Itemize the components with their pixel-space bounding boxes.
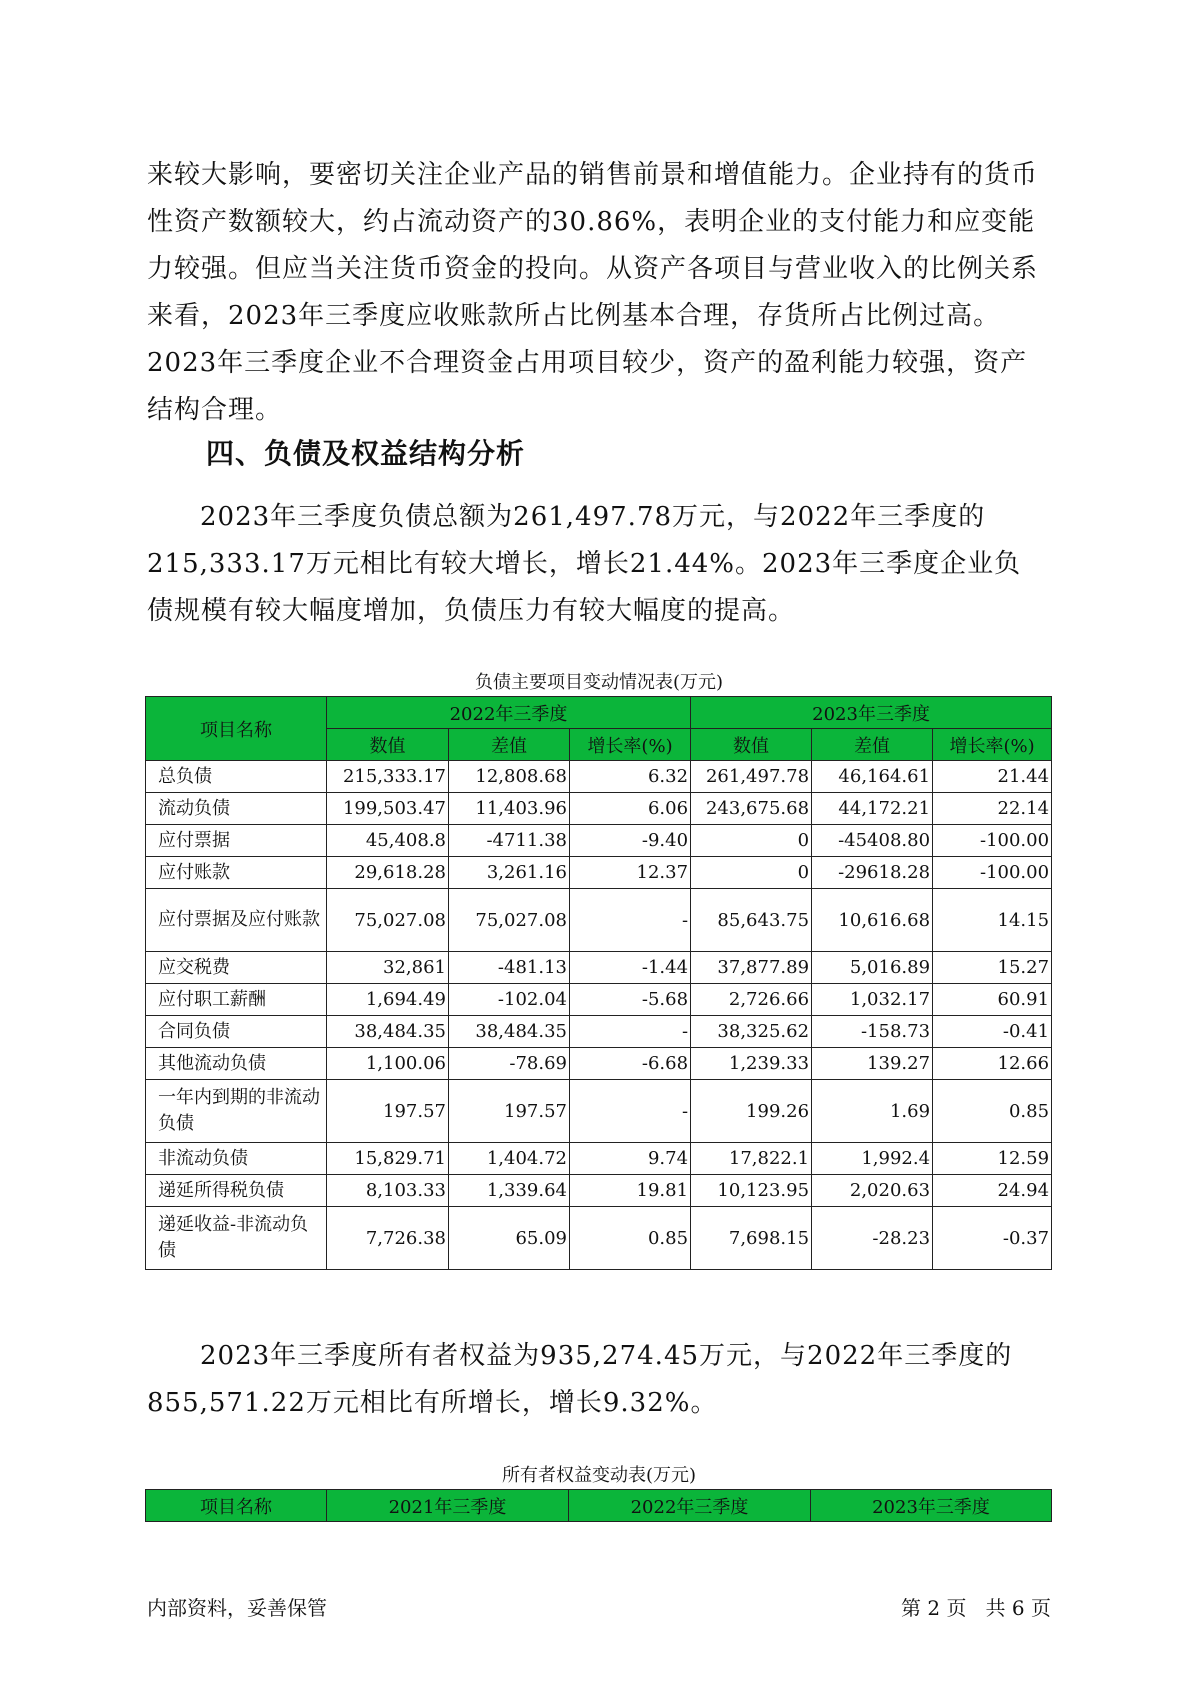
row-diff-2023: 1,032.17 [812, 984, 933, 1016]
row-growth-2023: 21.44 [933, 761, 1052, 793]
row-value-2022: 75,027.08 [327, 889, 449, 952]
row-growth-2023: -0.41 [933, 1016, 1052, 1048]
row-diff-2023: 5,016.89 [812, 952, 933, 984]
row-diff-2023: -29618.28 [812, 857, 933, 889]
row-value-2022: 1,694.49 [327, 984, 449, 1016]
row-value-2022: 199,503.47 [327, 793, 449, 825]
row-growth-2022: 9.74 [570, 1143, 691, 1175]
row-diff-2022: 197.57 [449, 1080, 570, 1143]
row-diff-2022: 65.09 [449, 1207, 570, 1270]
row-growth-2023: 12.59 [933, 1143, 1052, 1175]
row-growth-2022: - [570, 889, 691, 952]
row-growth-2023: 14.15 [933, 889, 1052, 952]
equity-summary-paragraph: 2023年三季度所有者权益为935,274.45万元，与2022年三季度的855,571.22万元相比有所增长，增长9.32%。 [147, 1341, 1013, 1418]
row-value-2023: 261,497.78 [691, 761, 812, 793]
row-growth-2022: -6.68 [570, 1048, 691, 1080]
row-diff-2023: 1,992.4 [812, 1143, 933, 1175]
row-growth-2023: 15.27 [933, 952, 1052, 984]
row-value-2023: 7,698.15 [691, 1207, 812, 1270]
row-value-2023: 37,877.89 [691, 952, 812, 984]
header-diff: 差值 [812, 729, 933, 761]
row-growth-2022: 0.85 [570, 1207, 691, 1270]
table-row [146, 1048, 1052, 1080]
row-diff-2022: 12,808.68 [449, 761, 570, 793]
row-value-2022: 7,726.38 [327, 1207, 449, 1270]
header-growth: 增长率(%) [933, 729, 1052, 761]
table-row [146, 1175, 1052, 1207]
row-growth-2022: - [570, 1080, 691, 1143]
row-value-2022: 1,100.06 [327, 1048, 449, 1080]
footer-page-number: 第 2 页 共 6 页 [901, 1596, 1051, 1620]
equity-header-2023: 2023年三季度 [811, 1490, 1052, 1522]
row-diff-2022: 1,404.72 [449, 1143, 570, 1175]
row-item-name: 总负债 [146, 761, 327, 793]
row-item-name: 应付职工薪酬 [146, 984, 327, 1016]
row-growth-2023: 60.91 [933, 984, 1052, 1016]
row-value-2022: 45,408.8 [327, 825, 449, 857]
table-row [146, 889, 1052, 952]
row-diff-2023: 1.69 [812, 1080, 933, 1143]
row-diff-2022: -78.69 [449, 1048, 570, 1080]
row-value-2022: 32,861 [327, 952, 449, 984]
row-diff-2022: -102.04 [449, 984, 570, 1016]
row-diff-2023: 46,164.61 [812, 761, 933, 793]
row-diff-2023: 44,172.21 [812, 793, 933, 825]
equity-table-caption: 所有者权益变动表(万元) [501, 1465, 697, 1486]
header-value: 数值 [691, 729, 812, 761]
row-growth-2023: -100.00 [933, 825, 1052, 857]
row-diff-2023: 10,616.68 [812, 889, 933, 952]
row-value-2022: 197.57 [327, 1080, 449, 1143]
row-value-2023: 243,675.68 [691, 793, 812, 825]
row-diff-2022: -481.13 [449, 952, 570, 984]
row-diff-2022: 11,403.96 [449, 793, 570, 825]
row-growth-2023: 22.14 [933, 793, 1052, 825]
row-diff-2023: -28.23 [812, 1207, 933, 1270]
liability-table-caption: 负债主要项目变动情况表(万元) [474, 672, 724, 693]
equity-header-2022: 2022年三季度 [569, 1490, 811, 1522]
row-item-name: 非流动负债 [146, 1143, 327, 1175]
row-item-name: 递延收益-非流动负债 [146, 1207, 327, 1270]
row-growth-2022: 12.37 [570, 857, 691, 889]
row-growth-2022: - [570, 1016, 691, 1048]
row-diff-2022: 38,484.35 [449, 1016, 570, 1048]
table-row [146, 1080, 1052, 1143]
liability-summary-paragraph: 2023年三季度负债总额为261,497.78万元，与2022年三季度的215,333.17万元相比有较大增长，增长21.44%。2023年三季度企业负债规模有较大幅度增加，负债压力有较大幅度的提高。 [147, 502, 1022, 626]
row-growth-2022: -9.40 [570, 825, 691, 857]
row-diff-2022: 3,261.16 [449, 857, 570, 889]
row-value-2023: 1,239.33 [691, 1048, 812, 1080]
row-value-2023: 199.26 [691, 1080, 812, 1143]
row-value-2023: 38,325.62 [691, 1016, 812, 1048]
table-row [146, 1143, 1052, 1175]
row-value-2023: 2,726.66 [691, 984, 812, 1016]
equity-table [145, 1489, 1052, 1522]
row-value-2023: 0 [691, 825, 812, 857]
equity-header-2021: 2021年三季度 [327, 1490, 569, 1522]
row-value-2023: 17,822.1 [691, 1143, 812, 1175]
section-heading: 四、负债及权益结构分析 [206, 437, 526, 470]
intro-paragraph: 来较大影响，要密切关注企业产品的销售前景和增值能力。企业持有的货币性资产数额较大，约占流动资产的30.86%，表明企业的支付能力和应变能力较强。但应当关注货币资金的投向。从资产各项目与营业收入的比例关系来看，2023年三季度应收账款所占比例基本合理，存货所占比例过高。2023年三季度企业不合理资金占用项目较少，资产的盈利能力较强，资产结构合理。 [147, 160, 1039, 425]
table-row [146, 984, 1052, 1016]
row-growth-2022: 19.81 [570, 1175, 691, 1207]
row-item-name: 其他流动负债 [146, 1048, 327, 1080]
table-row [146, 793, 1052, 825]
row-growth-2023: 12.66 [933, 1048, 1052, 1080]
row-growth-2022: 6.32 [570, 761, 691, 793]
row-item-name: 应交税费 [146, 952, 327, 984]
row-value-2022: 38,484.35 [327, 1016, 449, 1048]
row-item-name: 应付账款 [146, 857, 327, 889]
footer-confidential-note: 内部资料，妥善保管 [147, 1596, 327, 1620]
row-value-2022: 8,103.33 [327, 1175, 449, 1207]
row-growth-2022: -5.68 [570, 984, 691, 1016]
row-diff-2023: 139.27 [812, 1048, 933, 1080]
table-row [146, 952, 1052, 984]
row-item-name: 递延所得税负债 [146, 1175, 327, 1207]
row-growth-2022: -1.44 [570, 952, 691, 984]
equity-header-item-name: 项目名称 [146, 1490, 327, 1522]
row-value-2022: 215,333.17 [327, 761, 449, 793]
row-value-2022: 29,618.28 [327, 857, 449, 889]
header-period-2023: 2023年三季度 [691, 697, 1052, 729]
row-item-name: 应付票据及应付账款 [146, 889, 327, 952]
header-value: 数值 [327, 729, 449, 761]
table-row [146, 1016, 1052, 1048]
row-value-2022: 15,829.71 [327, 1143, 449, 1175]
header-period-2022: 2022年三季度 [327, 697, 691, 729]
row-item-name: 合同负债 [146, 1016, 327, 1048]
row-diff-2023: -158.73 [812, 1016, 933, 1048]
table-row [146, 1207, 1052, 1270]
header-diff: 差值 [449, 729, 570, 761]
header-growth: 增长率(%) [570, 729, 691, 761]
row-item-name: 流动负债 [146, 793, 327, 825]
row-growth-2023: 24.94 [933, 1175, 1052, 1207]
header-item-name: 项目名称 [146, 697, 327, 761]
row-value-2023: 10,123.95 [691, 1175, 812, 1207]
row-item-name: 一年内到期的非流动负债 [146, 1080, 327, 1143]
liability-table [145, 696, 1052, 1270]
row-value-2023: 85,643.75 [691, 889, 812, 952]
table-row [146, 857, 1052, 889]
row-diff-2023: 2,020.63 [812, 1175, 933, 1207]
row-diff-2023: -45408.80 [812, 825, 933, 857]
row-growth-2022: 6.06 [570, 793, 691, 825]
table-row [146, 825, 1052, 857]
row-value-2023: 0 [691, 857, 812, 889]
row-diff-2022: 1,339.64 [449, 1175, 570, 1207]
row-item-name: 应付票据 [146, 825, 327, 857]
row-diff-2022: 75,027.08 [449, 889, 570, 952]
row-growth-2023: -0.37 [933, 1207, 1052, 1270]
row-growth-2023: -100.00 [933, 857, 1052, 889]
table-row [146, 761, 1052, 793]
row-diff-2022: -4711.38 [449, 825, 570, 857]
liability-table-body [146, 761, 1052, 1270]
row-growth-2023: 0.85 [933, 1080, 1052, 1143]
